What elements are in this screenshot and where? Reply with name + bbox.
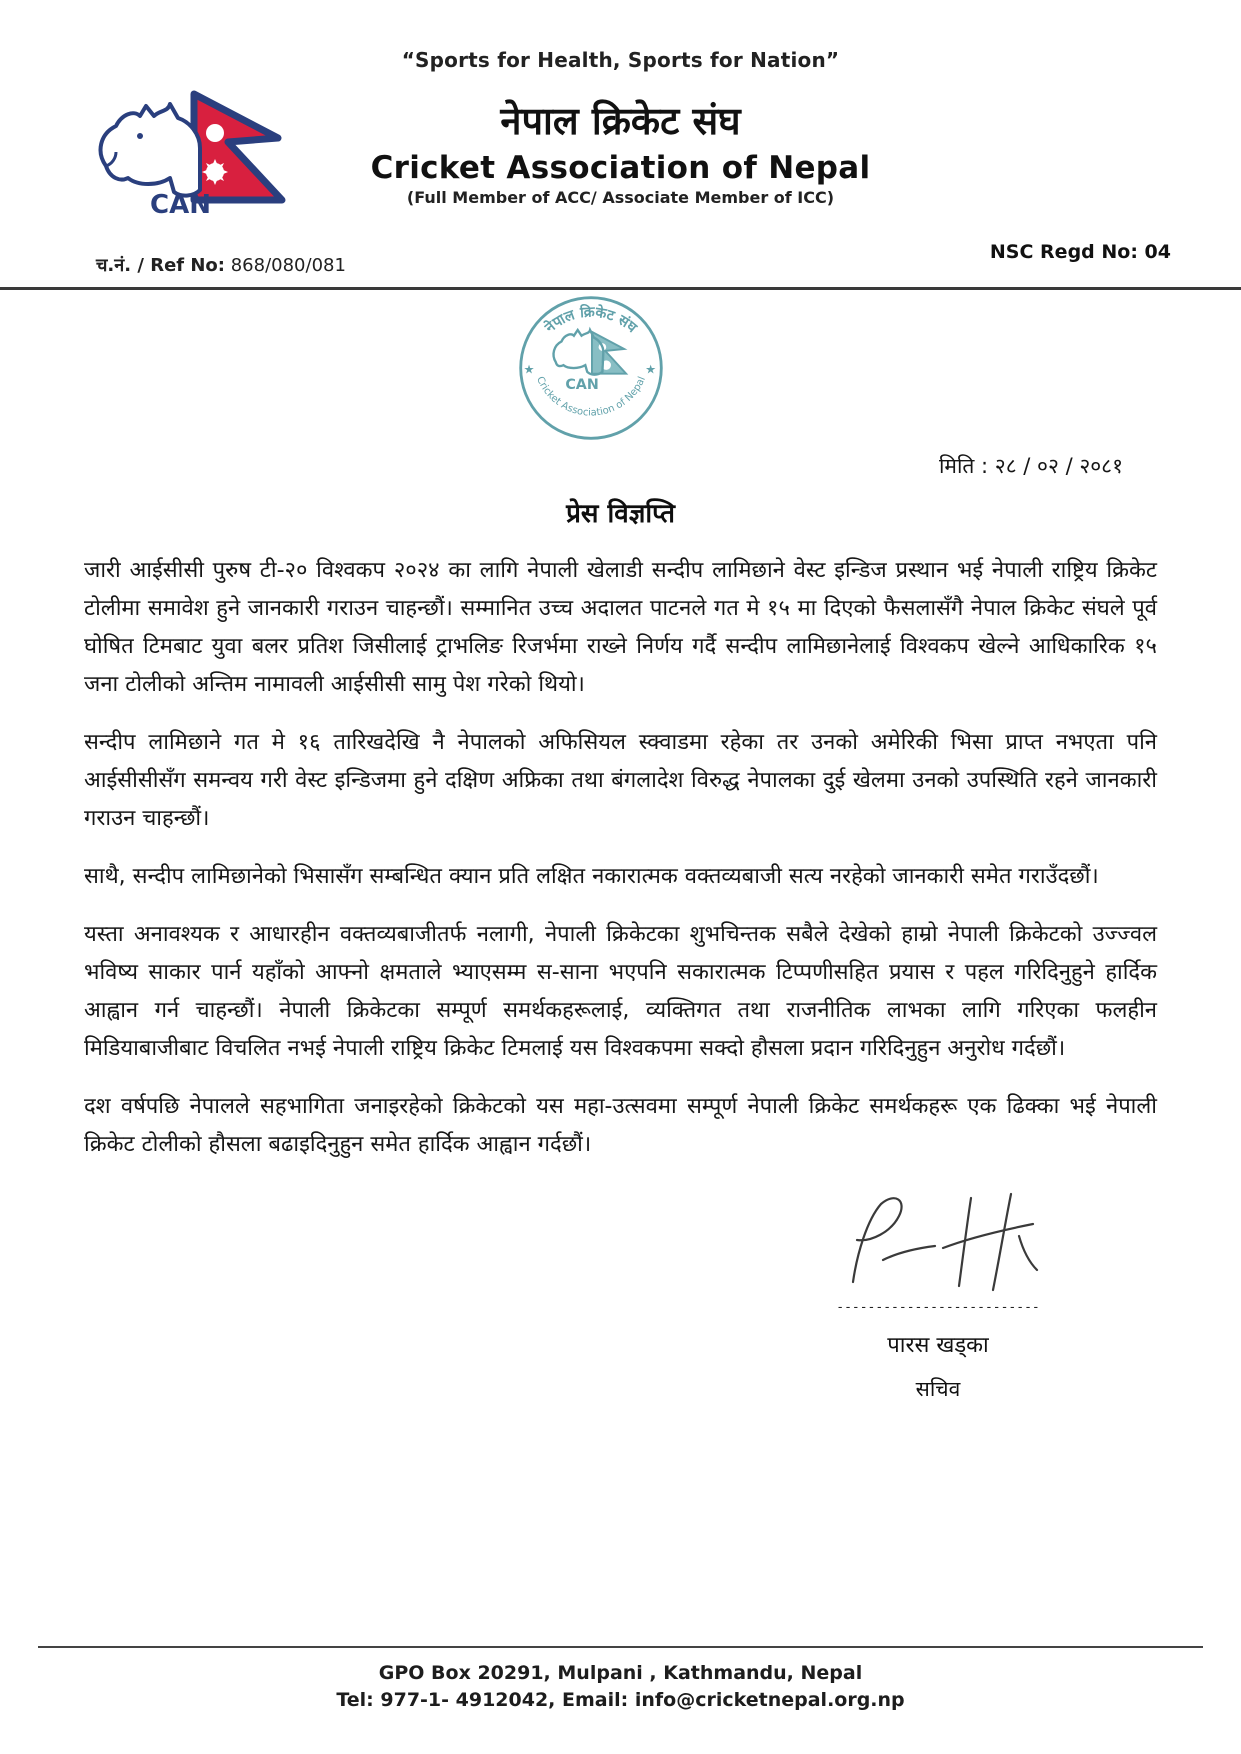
footer [0, 1646, 1241, 1714]
ref-row [0, 241, 1241, 281]
nsc-regd-number: NSC Regd No: 04 [989, 241, 1171, 263]
can-logo-graphic [82, 86, 312, 221]
signature-rule: -------------------------- [836, 1300, 1040, 1315]
date-line: मिति : २८ / ०२ / २०८१ [938, 454, 1123, 478]
stamp-top-text: नेपाल क्रिकेट संघ [541, 304, 640, 337]
footer-address: GPO Box 20291, Mulpani , Kathmandu, Nepal [378, 1662, 863, 1684]
press-release-title: प्रेस विज्ञप्ति [566, 499, 675, 529]
signature-icon [823, 1190, 1053, 1294]
stamp-star-right: ★ [644, 362, 656, 377]
nepal-flag-icon [194, 94, 282, 200]
org-name-english: Cricket Association of Nepal [370, 150, 871, 186]
footer-contact: Tel: 977-1- 4912042, Email: info@cricketnepal.org.np [336, 1689, 905, 1711]
ref-value: 868/080/081 [230, 255, 346, 276]
signatory-name: पारस खड्का [887, 1333, 989, 1358]
stamp-bottom-text: Cricket Association of Nepal [533, 374, 648, 419]
org-name-nepali: नेपाल क्रिकेट संघ [500, 99, 741, 143]
press-paragraph-5: दश वर्षपछि नेपालले सहभागिता जनाइरहेको क्रिकेटको यस महा-उत्सवमा सम्पूर्ण नेपाली क्रिकेट समर्थकहरू एक ढिक्का भई नेपाली क्रिकेट टोलीको हौसला बढाइदिनुहुन समेत हार्दिक आह्वान गर्दछौं। [84, 1094, 1157, 1157]
logo-can-text: CAN [150, 190, 211, 220]
ref-number [96, 253, 346, 277]
press-paragraph-4: यस्ता अनावश्यक र आधारहीन वक्तव्यबाजीतर्फ नलागी, नेपाली क्रिकेटका शुभचिन्तक सबैले देखेको हाम्रो नेपाली क्रिकेटको उज्ज्वल भविष्य साकार पार्न यहाँको आफ्नो क्षमताले भ्याएसम्म स-साना भएपनि सकारात्मक टिप्पणीसहित प्रयास र पहल गरिदिनुहुने हार्दिक आह्वान गर्न चाहन्छौं। नेपाली क्रिकेटका सम्पूर्ण समर्थकहरूलाई, व्यक्तिगत तथा राजनीतिक लाभका लागि गरिएका फलहीन मिडियाबाजीबाट विचलित नभई नेपाली राष्ट्रिय क्रिकेट टिमलाई यस विश्वकपमा सक्दो हौसला प्रदान गरिदिनुहुन अनुरोध गर्दछौं। [84, 922, 1157, 1061]
membership-line: (Full Member of ACC/ Associate Member of ICC) [406, 188, 835, 207]
header-rule [0, 287, 1241, 290]
press-paragraph-2: सन्दीप लामिछाने गत मे १६ तारिखदेखि नै नेपालको अफिसियल स्क्वाडमा रहेका तर उनको अमेरिकी भिसा प्राप्त नभएता पनि आईसीसीसँग समन्वय गरी वेस्ट इन्डिजमा हुने दक्षिण अफ्रिका तथा बंगलादेश विरुद्ध नेपालका दुई खेलमा उनको उपस्थिति रहने जानकारी गराउन चाहन्छौं। [84, 730, 1157, 831]
rhino-icon [101, 104, 200, 196]
official-stamp [0, 292, 1241, 444]
stamp-emblem [553, 330, 626, 393]
footer-rule [38, 1646, 1203, 1648]
stamp-can-text: CAN [564, 376, 599, 393]
press-paragraph-1: जारी आईसीसी पुरुष टी-२० विश्वकप २०२४ का लागि नेपाली खेलाडी सन्दीप लामिछाने वेस्ट इन्डिज प्रस्थान भई नेपाली राष्ट्रिय क्रिकेट टोलीमा समावेश हुने जानकारी गराउन चाहन्छौं। सम्मानित उच्च अदालत पाटनले गत मे १५ मा दिएको फैसलासँगै नेपाल क्रिकेट संघले पूर्व घोषित टिमबाट युवा बलर प्रतिश जिसीलाई ट्राभलिङ रिजर्भमा राख्ने निर्णय गर्दै सन्दीप लामिछानेलाई विश्वकप खेल्ने आधिकारिक १५ जना टोलीको अन्तिम नामावली आईसीसी सामु पेश गरेको थियो। [84, 558, 1157, 697]
press-paragraph-3: साथै, सन्दीप लामिछानेको भिसासँग सम्बन्धित क्यान प्रति लक्षित नकारात्मक वक्तव्यबाजी सत्य नरहेको जानकारी समेत गराउँदछौं। [84, 864, 1099, 889]
slogan: “Sports for Health, Sports for Nation” [401, 48, 840, 72]
ref-label: च.नं. / Ref No: [96, 255, 225, 276]
signatory-designation: सचिव [915, 1377, 961, 1401]
can-logo [82, 86, 312, 221]
letter-body [84, 552, 1157, 1164]
stamp-icon [506, 292, 676, 444]
stamp-star-left: ★ [523, 362, 535, 377]
signature-block [803, 1190, 1073, 1403]
